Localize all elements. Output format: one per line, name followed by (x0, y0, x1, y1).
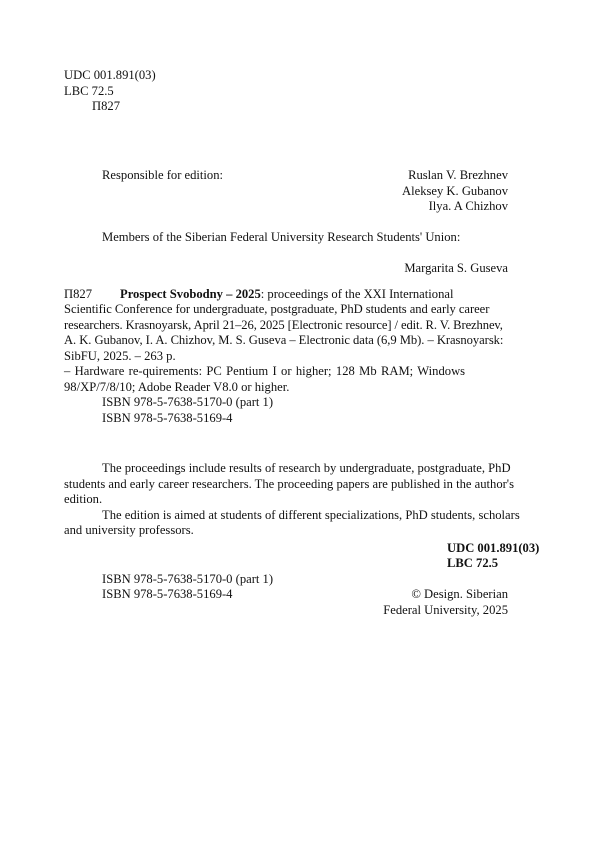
record-isbn-1: ISBN 978-5-7638-5170-0 (part 1) (102, 395, 274, 409)
copyright-line-1: © Design. Siberian (411, 587, 508, 601)
footer-isbn-2: ISBN 978-5-7638-5169-4 (102, 587, 233, 601)
abstract-p2-line-1: The edition is aimed at students of different specializations, PhD students, scholars (102, 508, 520, 522)
record-line-4: A. K. Gubanov, I. A. Chizhov, M. S. Guseva – Electronic data (6,9 Mb). – Krasnoyarsk: (64, 333, 504, 347)
copyright-line-2: Federal University, 2025 (383, 603, 508, 617)
footer-lbc: LBC 72.5 (447, 556, 499, 570)
abstract-p1-line-2: students and early career researchers. The proceeding papers are published in the author's (64, 477, 514, 491)
record-line-7: 98/XP/7/8/10; Adobe Reader V8.0 or higher. (64, 380, 290, 394)
responsible-name-2: Aleksey K. Gubanov (402, 184, 508, 198)
members-label: Members of the Siberian Federal University Research Students' Union: (102, 230, 461, 244)
record-line-6: – Hardware re-quirements: PC Pentium I or higher; 128 Mb RAM; Windows (64, 364, 466, 378)
udc-code: UDC 001.891(03) (64, 68, 156, 82)
responsible-label: Responsible for edition: (102, 168, 224, 182)
record-line-3: researchers. Krasnoyarsk, April 21–26, 2025 [Electronic resource] / edit. R. V. Brezhnev, (64, 318, 503, 332)
members-name: Margarita S. Guseva (404, 261, 508, 275)
record-line-5: SibFU, 2025. – 263 p. (64, 349, 176, 363)
record-line-1 (64, 287, 508, 303)
responsible-name-1: Ruslan V. Brezhnev (408, 168, 508, 182)
abstract-p1-line-1: The proceedings include results of research by undergraduate, postgraduate, PhD (102, 461, 511, 475)
record-isbn-2: ISBN 978-5-7638-5169-4 (102, 411, 233, 425)
abstract-p2-line-2: and university professors. (64, 523, 194, 537)
footer-udc: UDC 001.891(03) (447, 541, 540, 555)
record-code: П827 (64, 287, 92, 301)
record-title: Prospect Svobodny – 2025 (120, 287, 261, 301)
lbc-code: LBC 72.5 (64, 84, 114, 98)
footer-isbn-1: ISBN 978-5-7638-5170-0 (part 1) (102, 572, 274, 586)
record-line-2: Scientific Conference for undergraduate, postgraduate, PhD students and early career (64, 302, 490, 316)
responsible-name-3: Ilya. A Chizhov (428, 199, 508, 213)
author-sign-code: П827 (92, 99, 120, 113)
abstract-p1-line-3: edition. (64, 492, 103, 506)
record-title-rest: : proceedings of the XXI International (260, 287, 454, 301)
